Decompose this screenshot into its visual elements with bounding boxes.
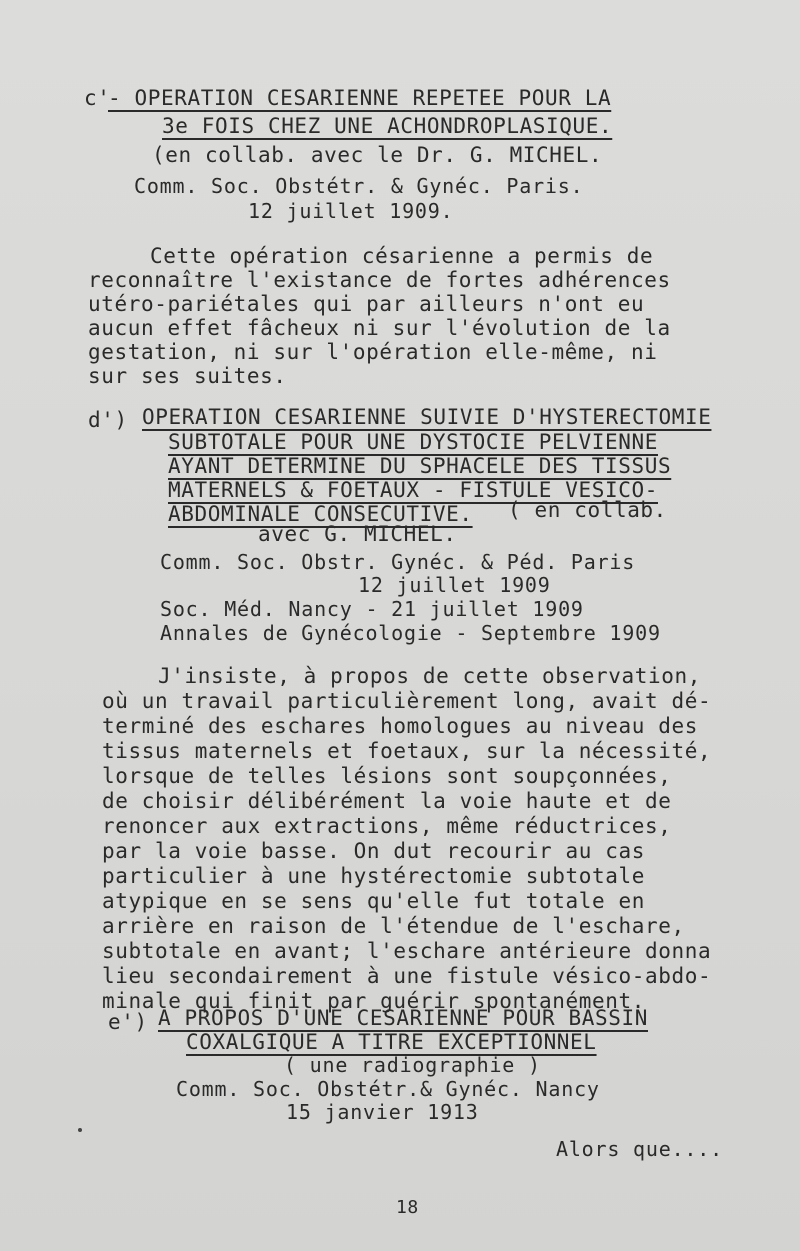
section-d-ref-line: Comm. Soc. Obstr. Gynéc. & Péd. Paris bbox=[160, 550, 636, 574]
section-d-body-line: terminé des eschares homologues au niveau des bbox=[102, 714, 698, 738]
section-d-body-line: subtotale en avant; l'eschare antérieure donna bbox=[102, 939, 712, 963]
section-d-body-line: J'insiste, à propos de cette observation, bbox=[158, 664, 701, 688]
section-c-ref-line1: Comm. Soc. Obstétr. & Gynéc. Paris. bbox=[134, 174, 584, 198]
section-d-body-line: lieu secondairement à une fistule vésico-abdo- bbox=[102, 964, 712, 988]
section-d-ref-line: Soc. Méd. Nancy - 21 juillet 1909 bbox=[160, 597, 584, 621]
section-d-body-line: particulier à une hystérectomie subtotale bbox=[102, 864, 645, 888]
section-d-body-line: où un travail particulièrement long, avait dé- bbox=[102, 689, 712, 713]
section-d-title-line: SUBTOTALE POUR UNE DYSTOCIE PELVIENNE bbox=[168, 430, 658, 454]
section-c-ref-line2: 12 juillet 1909. bbox=[248, 199, 454, 223]
section-d-body-line: atypique en se sens qu'elle fut totale en bbox=[102, 889, 645, 913]
section-e-ref-line2: 15 janvier 1913 bbox=[286, 1100, 479, 1124]
section-d-title-line: OPERATION CESARIENNE SUIVIE D'HYSTERECTOMIE bbox=[142, 405, 712, 429]
section-c-body-line: sur ses suites. bbox=[88, 364, 287, 388]
section-d-ref-line: 12 juillet 1909 bbox=[358, 573, 551, 597]
section-c-body-line: Cette opération césarienne a permis de bbox=[150, 244, 654, 268]
section-d-body-line: lorsque de telles lésions sont soupçonnées, bbox=[102, 764, 672, 788]
section-d-ref-line: Annales de Gynécologie - Septembre 1909 bbox=[160, 621, 661, 645]
section-d-body-line: par la voie basse. On dut recourir au cas bbox=[102, 839, 645, 863]
section-d-title-line: AYANT DETERMINE DU SPHACELE DES TISSUS bbox=[168, 454, 672, 478]
section-c-body-line: aucun effet fâcheux ni sur l'évolution de la bbox=[88, 316, 671, 340]
section-c-body-line: utéro-pariétales qui par ailleurs n'ont eu bbox=[88, 292, 645, 316]
section-c-body-line: reconnaître l'existance de fortes adhérences bbox=[88, 268, 671, 292]
continuation-text: Alors que.... bbox=[556, 1137, 723, 1161]
section-d-collab-tail: ( en collab. bbox=[508, 498, 667, 522]
section-d-body-line: renoncer aux extractions, même réductrices, bbox=[102, 814, 672, 838]
page-number: 18 bbox=[396, 1197, 419, 1218]
section-d-body-line: tissus maternels et foetaux, sur la nécessité, bbox=[102, 739, 712, 763]
section-d-body-line: de choisir délibérément la voie haute et de bbox=[102, 789, 672, 813]
section-c-body-line: gestation, ni sur l'opération elle-même, ni bbox=[88, 340, 658, 364]
section-d-collab-line2: avec G. MICHEL. bbox=[258, 522, 457, 546]
section-c-title-line2: 3e FOIS CHEZ UNE ACHONDROPLASIQUE. bbox=[162, 114, 613, 138]
ink-speck bbox=[78, 1128, 82, 1132]
section-e-title-line1: A PROPOS D'UNE CESARIENNE POUR BASSIN bbox=[158, 1006, 648, 1030]
section-d-body-line: minale qui finit par guérir spontanément. bbox=[102, 989, 645, 1013]
section-c-label: c' bbox=[84, 86, 111, 110]
section-d-title-line: MATERNELS & FOETAUX - FISTULE VESICO- bbox=[168, 478, 658, 502]
section-e-note: ( une radiographie ) bbox=[284, 1053, 541, 1077]
section-e-label: e') bbox=[108, 1010, 148, 1034]
section-d-label: d') bbox=[88, 408, 128, 432]
section-e-ref-line1: Comm. Soc. Obstétr.& Gynéc. Nancy bbox=[176, 1077, 600, 1101]
section-d-body-line: arrière en raison de l'étendue de l'eschare, bbox=[102, 914, 685, 938]
section-e-title-line2: COXALGIQUE A TITRE EXCEPTIONNEL bbox=[186, 1030, 597, 1054]
section-c-title-line1: - OPERATION CESARIENNE REPETEE POUR LA bbox=[108, 86, 612, 110]
section-d-title-line: ABDOMINALE CONSECUTIVE. bbox=[168, 502, 473, 526]
section-c-collab: (en collab. avec le Dr. G. MICHEL. bbox=[152, 143, 603, 167]
